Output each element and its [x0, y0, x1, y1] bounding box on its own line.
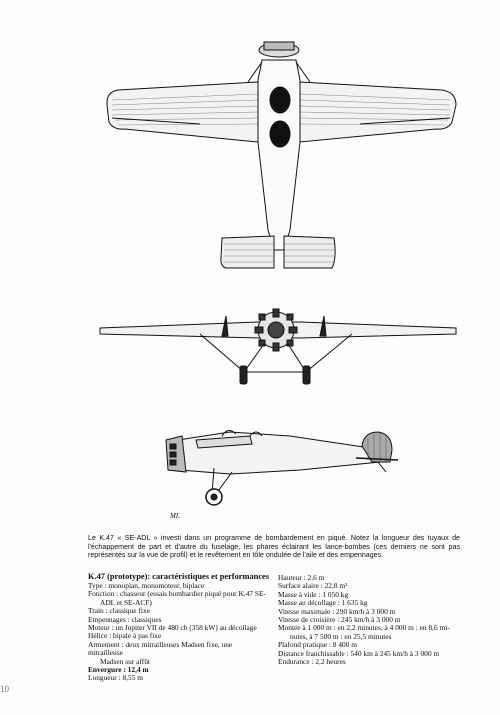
front-view	[100, 309, 456, 384]
plan-view	[107, 42, 456, 268]
spec-line: ADL et SE-ACF)	[100, 597, 152, 607]
specs-right-column	[278, 574, 464, 666]
spec-line: Type : monoplan, monomoteur, biplace	[88, 581, 205, 590]
spec-line: Vitesse de croisière : 245 km/h à 3 000 m	[278, 615, 401, 625]
spec-line: Surface alaire : 22,8 m²	[278, 581, 348, 591]
page-number: 10	[0, 684, 9, 694]
front-cockpit	[270, 87, 290, 113]
spec-line: Madsen sur affût	[100, 656, 150, 666]
plan-tailplane	[221, 236, 274, 268]
specs-title: K.47 (prototype): caractéristiques et performances	[88, 572, 270, 581]
spec-line: Plafond pratique : 8 400 m	[278, 640, 358, 650]
spec-line: nutes, à 7 500 m : en 25,5 minutes	[290, 631, 392, 641]
spec-line: Montée à 1 000 m : en 2,2 minutes, à 4 000 m : en 8,6 mi-	[278, 623, 450, 633]
plan-left-wing	[107, 82, 258, 142]
spec-line: Fonction : chasseur (essais bombardier piqué pour K.47 SE-	[88, 589, 266, 599]
spec-line: Masse au décollage : 1 635 kg	[278, 598, 368, 608]
rear-cockpit	[270, 121, 290, 147]
spec-line: Hélice : bipale à pas fixe	[88, 631, 162, 641]
spec-line: Hauteur : 2,6 m	[278, 573, 325, 582]
spec-line: Vitesse maximale : 290 km/h à 3 000 m	[278, 606, 396, 616]
spec-line: Armement : deux mitrailleuses Madsen fixe, une mitrailleuse	[88, 639, 233, 658]
plan-right-wing	[300, 82, 456, 142]
spec-line: Moteur : un Jupiter VII de 480 ch (358 kW) au décollage	[88, 623, 257, 633]
spec-line: Endurance : 2,2 heures	[278, 657, 346, 667]
profile-fuselage	[178, 432, 390, 474]
spec-line: Masse à vide : 1 050 kg	[278, 589, 349, 599]
profile-view	[166, 430, 398, 505]
specs-left-column	[88, 582, 266, 683]
spec-line: Envergure : 12,4 m	[88, 665, 149, 675]
illustration-caption: Le K.47 « SE-ADL » investi dans un programme de bombardement en piqué. Notez la longueur des tuyaux de l'échappement de part et d'autre du fuselage, les phares éclairant les lance-bombes (ces derniers ne sont pas représentés sur la vue de profil) et le revêtement en tôle ondulée de l'aile et des empennages.	[88, 534, 460, 560]
spec-line: Train : classique fixe	[88, 606, 150, 616]
spec-line: Distance franchissable : 540 km à 245 km/h à 3 000 m	[278, 648, 440, 658]
spec-line: Longueur : 8,55 m	[88, 673, 144, 683]
spec-line: Empennages : classiques	[88, 614, 162, 624]
artist-signature: ML	[170, 512, 180, 520]
